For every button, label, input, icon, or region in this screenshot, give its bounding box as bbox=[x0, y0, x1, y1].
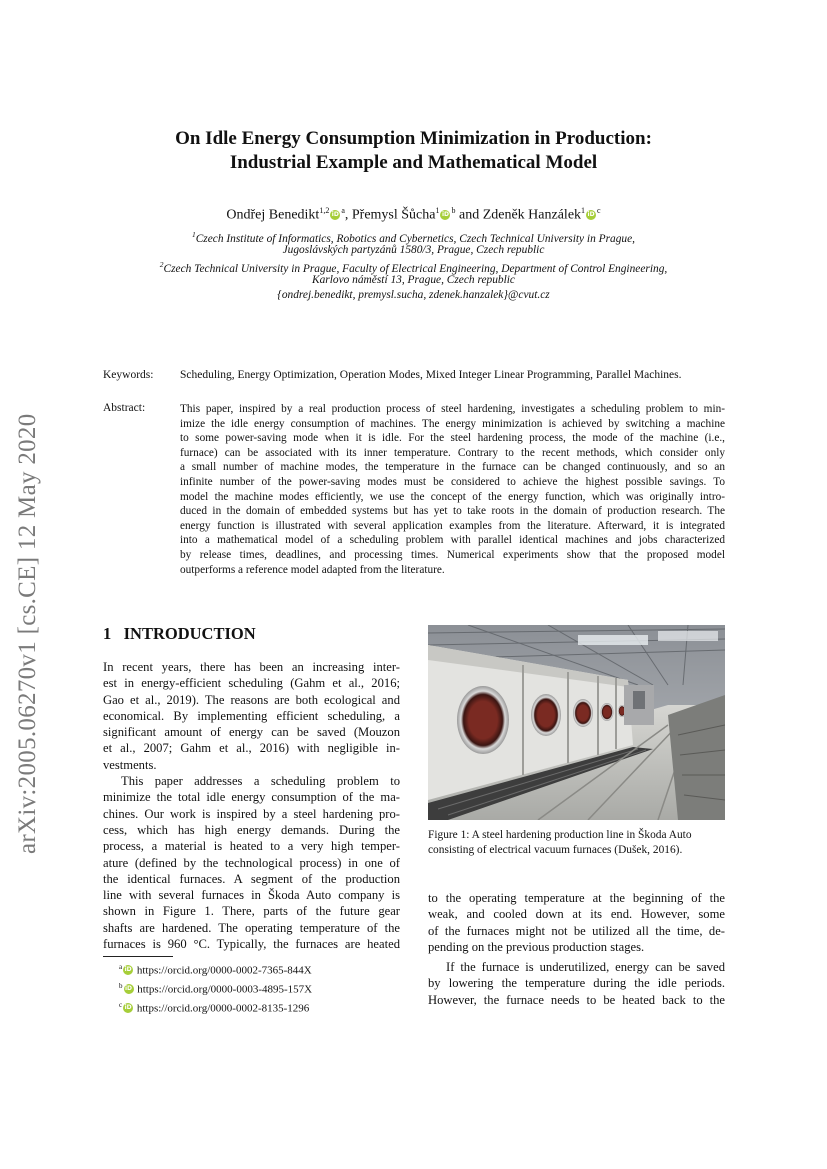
orcid-icon: iD bbox=[124, 965, 132, 973]
footnote-mark: a bbox=[119, 963, 123, 971]
section-heading bbox=[103, 624, 256, 644]
author-1-mark: a bbox=[341, 206, 345, 215]
footnote-a bbox=[119, 960, 312, 979]
text-line: the identical furnaces. A segment of the production bbox=[103, 871, 400, 886]
paragraph bbox=[103, 773, 400, 952]
title-line-2: Industrial Example and Mathematical Model bbox=[229, 152, 598, 173]
author-1: Ondřej Benedikt bbox=[226, 207, 320, 223]
caption-line: Figure 1: A steel hardening production line in Škoda Auto bbox=[428, 829, 692, 841]
orcid-icon[interactable]: iD bbox=[441, 210, 449, 218]
author-2-affil: 1 bbox=[435, 206, 440, 215]
footnote-mark: b bbox=[119, 982, 123, 991]
abstract-line: a small number of machine modes, the temperature in the furnace can be changed continuously, and so an bbox=[180, 461, 725, 474]
abstract-line: into a mathematical model of a scheduling problem with parallel identical machines and jobs characterized bbox=[180, 534, 725, 547]
caption-line: consisting of electrical vacuum furnaces (Dušek, 2016). bbox=[428, 843, 683, 856]
affil-1-text: Czech Institute of Informatics, Robotics and Cybernetics, Czech Technical University in Prague, bbox=[195, 232, 636, 245]
footnotes bbox=[119, 960, 312, 1017]
text-line: pending on the previous production stages. bbox=[428, 939, 645, 954]
affil-3-text: Czech Technical University in Prague, Faculty of Electrical Engineering, Department of Control Engineering, bbox=[163, 262, 668, 275]
text-line: furnaces is 960 °C. Typically, the furnaces are heated bbox=[103, 937, 400, 952]
affil-2-sup: 2 bbox=[159, 260, 164, 269]
abstract-label: Abstract: bbox=[103, 402, 146, 414]
text-line: by lowering the temperature during the idle periods. bbox=[428, 976, 725, 991]
abstract-body bbox=[180, 402, 725, 577]
paragraph bbox=[428, 890, 725, 955]
text-line: shown in Figure 1. There, parts of the future gear bbox=[103, 904, 400, 919]
text-line: economical. By implementing efficient scheduling, a bbox=[103, 708, 400, 723]
author-line: Ondřej Benedikt$^{1,2}$ iD $^a$, Přemysl Šůcha$^1$ iD $^b$ and Zdeněk Hanzálek$^1$ iD $^c$ bbox=[226, 206, 601, 223]
figure-1-caption bbox=[428, 828, 725, 857]
text-line: However, the furnace needs to be heated back to the bbox=[428, 992, 725, 1007]
orcid-icon: iD bbox=[124, 1003, 132, 1011]
right-column bbox=[428, 890, 725, 1008]
abstract-line: This paper, inspired by a real production process of steel hardening, investigates a scheduling problem to min- bbox=[180, 403, 725, 415]
footnote-b bbox=[119, 979, 312, 998]
arxiv-side-stamp: arXiv:2005.06270v1 [cs.CE] 12 May 2020 bbox=[14, 413, 41, 854]
abstract-line: model the machine modes efficiently, we use the concept of the energy function, which was originally intro- bbox=[180, 490, 725, 503]
paper-title bbox=[0, 127, 827, 175]
affiliation-line-4: Karlovo náměstí 13, Prague, Czech republic bbox=[311, 274, 515, 286]
orcid-icon[interactable]: iD bbox=[331, 210, 339, 218]
title-line-1: On Idle Energy Consumption Minimization in Production: bbox=[175, 128, 652, 149]
abstract-line: by release times, deadlines, and processing times. Numerical experiments show that the proposed model bbox=[180, 548, 725, 561]
text-line: In recent years, there has been an increasing inter- bbox=[103, 660, 400, 674]
text-line: et al., 2007; Gahm et al., 2016) with negligible in- bbox=[103, 741, 400, 756]
footnote-url[interactable]: https://orcid.org/0000-0002-8135-1296 bbox=[136, 1002, 310, 1015]
abstract-line: energy function is illustrated with several application examples from the literature. Afterward, it is integrated bbox=[180, 519, 725, 532]
abstract-line: infinite number of the power-saving modes must be considered to achieve the highest possible savings. To bbox=[180, 475, 725, 488]
text-line: minimize the total idle energy consumption of the ma- bbox=[103, 790, 400, 805]
orcid-icon: iD bbox=[124, 984, 133, 992]
author-2: Přemysl Šůcha bbox=[351, 207, 436, 223]
footnote-c bbox=[119, 998, 312, 1017]
paragraph bbox=[103, 659, 400, 773]
author-and: and bbox=[458, 207, 480, 223]
author-3-affil: 1 bbox=[581, 206, 586, 215]
abstract-line: duced in the domain of embedded systems but has yet to take roots in the domain of production research. The bbox=[180, 505, 725, 518]
text-line: of the furnaces might not be utilized all the time, de- bbox=[428, 923, 725, 938]
text-line: cess, which has high energy demands. During the bbox=[103, 822, 400, 837]
abstract-line: to some power-saving mode when it is idle. For the steel hardening process, the mode of the machine (i.e., bbox=[180, 432, 725, 445]
text-line: shafts are hardened. The operating temperature of the bbox=[103, 920, 400, 935]
figure-1-photo bbox=[428, 625, 725, 820]
orcid-icon[interactable]: iD bbox=[587, 210, 595, 218]
text-line: process, a material is heated to a very high temper- bbox=[103, 839, 400, 854]
footnote-rule bbox=[103, 956, 173, 957]
author-3-mark: c bbox=[597, 206, 601, 215]
text-line: chines. Our work is inspired by a steel hardening pro- bbox=[103, 806, 400, 821]
keywords-text: Scheduling, Energy Optimization, Operation Modes, Mixed Integer Linear Programming, Parallel Machines. bbox=[180, 369, 682, 381]
abstract-line: furnace) can be associated with its inner temperature. Contrary to the recent methods, which consider only bbox=[180, 446, 725, 459]
factory-photo-illustration bbox=[428, 625, 725, 820]
text-line: to the operating temperature at the beginning of the bbox=[428, 891, 725, 905]
text-line: If the furnace is underutilized, energy can be saved bbox=[446, 960, 725, 975]
keywords-label: Keywords: bbox=[103, 369, 154, 381]
text-line: significant amount of energy can be saved (Mouzon bbox=[103, 725, 400, 740]
footnote-url[interactable]: https://orcid.org/0000-0002-7365-844X bbox=[136, 964, 312, 977]
text-line: line with several furnaces in Škoda Auto company is bbox=[103, 888, 400, 903]
section-number: 1 bbox=[103, 624, 112, 643]
footnote-url[interactable]: https://orcid.org/0000-0003-4895-157X bbox=[137, 983, 313, 996]
left-column bbox=[103, 659, 400, 952]
text-line: weak, and cooled down at its end. However, some bbox=[428, 907, 725, 922]
author-emails[interactable]: {ondrej.benedikt, premysl.sucha, zdenek.hanzalek}@cvut.cz bbox=[277, 289, 550, 301]
text-line: est in energy-efficient scheduling (Gahm et al., 2016; bbox=[103, 676, 400, 691]
section-title: INTRODUCTION bbox=[123, 624, 256, 643]
author-3: Zdeněk Hanzálek bbox=[482, 207, 582, 223]
footnote-mark: c bbox=[119, 1001, 123, 1010]
affiliation-line-2: Jugoslávských partyzánů 1580/3, Prague, Czech republic bbox=[282, 244, 545, 256]
author-2-mark: b bbox=[451, 206, 456, 215]
text-line: vestments. bbox=[103, 757, 157, 772]
paragraph bbox=[428, 959, 725, 1008]
text-line: This paper addresses a scheduling problem to bbox=[121, 774, 400, 789]
abstract-line: outperforms a reference model adapted from the literature. bbox=[180, 563, 445, 576]
affil-1-sup: 1 bbox=[191, 230, 196, 239]
text-line: ature (defined by the technological process) in one of bbox=[103, 855, 400, 870]
author-1-affil: 1,2 bbox=[319, 206, 330, 215]
text-line: Gao et al., 2019). The reasons are both ecological and bbox=[103, 692, 400, 707]
abstract-line: imize the idle energy consumption of machines. The energy minimization is achieved by switching a machine bbox=[180, 417, 725, 430]
